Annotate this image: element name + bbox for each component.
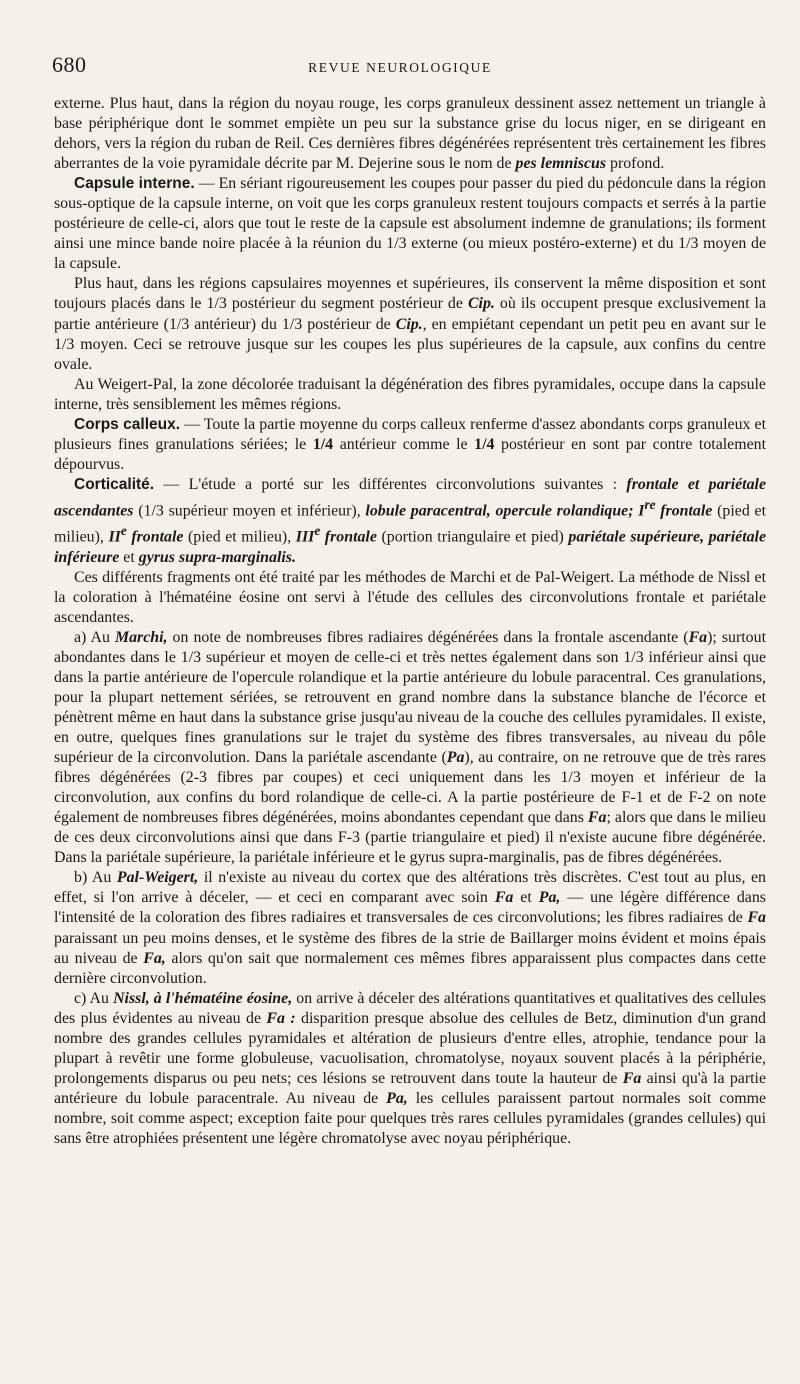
section-heading-corticalite: Corticalité. (74, 475, 155, 493)
paragraph-weigert-pal: Au Weigert-Pal, la zone décolorée traduisant la dégénération des fibres pyramidales, occupe dans la capsule interne, très sensiblement les mêmes régions. (54, 375, 766, 413)
paragraph-pal-weigert: b) Au Pal-Weigert, il n'existe au niveau du cortex que des altérations très discrètes. C'est tout au plus, en effet, si l'on arrive à déceler, — et ceci en comparant avec soin Fa et Pa, — une légère différence dans l'intensité de la coloration des fibres radiaires et transversales de ces circonvolutions; les fibres radiaires de Fa paraissant un peu moins denses, et le système des fibres de la strie de Baillarger moins évident et moins épais au niveau de Fa, alors qu'on sait que normalement ces mêmes fibres apparaissent plus compactes dans cette dernière circonvolution. (54, 869, 766, 987)
running-title: REVUE NEUROLOGIQUE (308, 60, 492, 75)
page-number: 680 (52, 52, 87, 77)
paragraph-capsule-interne: Capsule interne. — En sériant rigoureusement les coupes pour passer du pied du pédoncule dans la région sous-optique de la capsule interne, on voit que les corps granuleux restent toujours compacts et serrés à la partie postérieure de celle-ci, alors que tout le reste de la capsule est absolument indemne de granulations; ils forment ainsi une mince bande noire placée à la réunion du 1/3 externe (ou mieux postéro-externe) et du 1/3 moyen de la capsule. (54, 175, 766, 273)
article-body (54, 94, 766, 1149)
paragraph-marchi: a) Au Marchi, on note de nombreuses fibres radiaires dégénérées dans la frontale ascendante (Fa); surtout abondantes dans le 1/3 supérieur et moyen de celle-ci et très nettes également dans son 1/3 inférieur ainsi que dans la partie antérieure de l'opercule rolandique et la partie antérieure du lobule paracentral. Ces granulations, pour la plupart nettement sériées, se retrouvent en grand nombre dans la substance blanche de l'écorce et pénètrent même en haut dans la substance grise jusqu'au niveau de la couche des cellules pyramidales. Il existe, en outre, quelques fines granulations sur le trajet du système des fibres transversales, au niveau du pôle supérieur de la circonvolution. Dans la pariétale ascendante (Pa), au contraire, on ne retrouve que de très rares fibres dégénérées (2-3 fibres par coupes) et ceci uniquement dans les 1/3 moyen et inférieur de la circonvolution, aux confins du bord rolandique de celle-ci. A la partie postérieure de F-1 et de F-2 on note également de nombreuses fibres dégénérées, moins abondantes cependant que dans Fa; alors que dans le milieu de ces deux circonvolutions ainsi que dans F-3 (partie triangulaire et pied) il n'existe aucune fibre dégénérée. Dans la pariétale supérieure, la pariétale inférieure et le gyrus supra-marginalis, pas de fibres dégénérées. (54, 628, 766, 867)
paragraph-corticalite: Corticalité. — L'étude a porté sur les différentes circonvolutions suivantes : frontale et pariétale ascendantes (1/3 supérieur moyen et inférieur), lobule paracentral, opercule rolandique; Ire frontale (pied et milieu), IIe frontale (pied et milieu), IIIe frontale (portion triangulaire et pied) pariétale supérieure, pariétale inférieure et gyrus supra-marginalis. (54, 475, 767, 566)
page-header (52, 52, 748, 80)
section-heading-capsule-interne: Capsule interne. (74, 175, 195, 193)
paragraph-corps-calleux: Corps calleux. — Toute la partie moyenne du corps calleux renferme d'assez abondants corps granuleux et plusieurs fines granulations sériées; le 1/4 antérieur comme le 1/4 postérieur en sont par contre totalement dépourvus. (54, 415, 766, 473)
section-heading-corps-calleux: Corps calleux. (74, 415, 181, 433)
paragraph-methodes: Ces différents fragments ont été traité par les méthodes de Marchi et de Pal-Weigert. La méthode de Nissl et la coloration à l'hématéine éosine ont servi à l'étude des cellules des circonvolutions frontale et pariétale ascendantes. (54, 568, 766, 626)
paragraph-nissl: c) Au Nissl, à l'hématéine éosine, on arrive à déceler des altérations quantitatives et qualitatives des cellules des plus évidentes au niveau de Fa : disparition presque absolue des cellules de Betz, diminution d'un grand nombre des grandes cellules pyramidales et altération de plusieurs d'entre elles, atrophie, tendance pour la plupart à revêtir une forme globuleuse, vacuolisation, chromatolyse, noyaux souvent placés à la périphérie, prolongements disparus ou peu nets; ces lésions se retrouvent dans toute la hauteur de Fa ainsi qu'à la partie antérieure du lobule paracentrale. Au niveau de Pa, les cellules paraissent partout normales soit comme nombre, soit comme aspect; exception faite pour quelques très rares cellules pyramidales (grandes cellules) qui sans être atrophiées présentent une légère chromatolyse avec noyau périphérique. (54, 989, 767, 1147)
paragraph-capsulaires: Plus haut, dans les régions capsulaires moyennes et supérieures, ils conservent la même disposition et sont toujours placés dans le 1/3 postérieur du segment postérieur de Cip. où ils occupent presque exclusivement la partie antérieure (1/3 antérieur) du 1/3 postérieur de Cip., en empiétant cependant un petit peu en avant sur le 1/3 moyen. Ceci se retrouve jusque sur les coupes les plus supérieures de la capsule, aux confins du centre ovale. (54, 275, 766, 373)
paragraph-continuation: externe. Plus haut, dans la région du noyau rouge, les corps granuleux dessinent assez nettement un triangle à base périphérique dont le sommet empiète un peu sur la substance grise du locus niger, en se dirigeant en dehors, vers la région du ruban de Reil. Ces dernières fibres dégénérées représentent très certainement les fibres aberrantes de la voie pyramidale décrite par M. Dejerine sous le nom de pes lemniscus profond. (54, 95, 766, 173)
